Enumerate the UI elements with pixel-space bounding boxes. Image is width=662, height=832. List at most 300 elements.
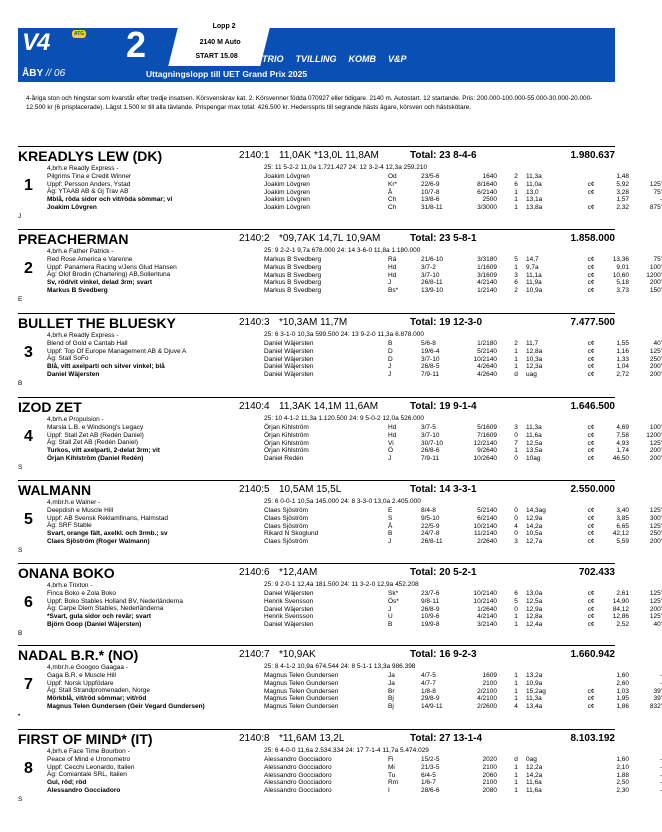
- start-cell: 125': [649, 180, 662, 188]
- start-number: 2: [24, 260, 33, 277]
- race-info-panel: [168, 20, 271, 66]
- start-cell: 1: [514, 263, 518, 271]
- start-cell: 6/4-5: [421, 771, 436, 779]
- start-cell: 1: [514, 196, 518, 204]
- start-cell: Bs*: [388, 287, 399, 295]
- start-position: 2140:5: [239, 484, 270, 495]
- start-cell: 28/6-6: [421, 787, 440, 795]
- info-line: Marsla L.B. e Windsong's Legacy: [47, 423, 144, 431]
- lopp-label: Lopp 2: [212, 23, 236, 30]
- start-cell: 13/8-6: [421, 196, 440, 204]
- season-stats: 25: 11 5-2-2 11,0a 1.721.427 24: 12 3-2-4 12,3a 259.210: [264, 164, 428, 171]
- start-cell: Mi: [388, 763, 395, 771]
- start-cell: c¢: [587, 621, 595, 629]
- start-cell: Ja: [388, 672, 395, 679]
- start-cell: 125': [649, 597, 662, 605]
- start-cell: 39': [653, 687, 662, 695]
- start-cell: 1,88: [616, 771, 629, 779]
- start-cell: 2/2100: [477, 687, 497, 695]
- season-stats: 25: 9 2-0-1 12,4a 181.500 24: 11 3-2-0 12,9a 452.208: [264, 581, 419, 588]
- info-line: Äg: Olof Brodin (Chartering) AB,Sollentuna: [47, 271, 171, 279]
- start-cell: 5,59: [616, 538, 629, 546]
- start-row: [264, 424, 662, 432]
- start-cell: 10,9a: [526, 287, 543, 295]
- earnings: 1.660.942: [570, 649, 615, 660]
- info-line: Mblå, röda sidor och vit/röda sömmar; vi: [47, 196, 173, 204]
- start-cell: J: [388, 279, 392, 287]
- start-cell: 42,12: [612, 530, 629, 538]
- start-cell: c¢: [587, 263, 595, 271]
- start-row: [264, 787, 662, 795]
- start-cell: 2,30: [616, 787, 629, 795]
- total-record: Total: 19 12-3-0: [410, 317, 483, 328]
- start-cell: 11,3a: [526, 695, 542, 703]
- start-cell: 200': [649, 279, 662, 287]
- start-cell: Bj: [388, 703, 394, 711]
- start-cell: 4/2140: [477, 613, 497, 621]
- start-cell: 13,4a: [526, 703, 543, 711]
- recent-starts: [264, 507, 662, 546]
- start-cell: 11,6a: [526, 787, 542, 795]
- start-cell: c¢: [587, 340, 595, 347]
- start-row: [264, 188, 662, 197]
- start-cell: Daniel Wäjersten: [264, 605, 314, 613]
- start-cell: 2: [514, 173, 518, 180]
- start-cell: 24/7-8: [421, 530, 440, 538]
- start-cell: 2,10: [616, 763, 629, 771]
- start-cell: 4/2640: [477, 371, 497, 379]
- start-cell: 5,92: [616, 180, 629, 188]
- start-cell: -: [659, 763, 662, 771]
- start-cell: 75': [653, 188, 662, 196]
- start-cell: 4/2140: [477, 279, 497, 287]
- start-cell: 13,1a: [526, 196, 543, 204]
- start-cell: 2: [514, 287, 518, 295]
- info-line: Äg: SRF Stable: [47, 522, 92, 530]
- race-title: Uttagningslopp till UET Grand Prix 2025: [146, 69, 308, 79]
- start-cell: 12/2140: [473, 439, 497, 447]
- start-cell: 46,50: [612, 455, 629, 463]
- horse-entry: [18, 229, 662, 309]
- start-cell: Ch: [388, 204, 397, 212]
- start-cell: 1,55: [616, 340, 629, 347]
- start-cell: 26/8-11: [421, 279, 443, 287]
- start-row: [264, 256, 662, 264]
- start-cell: 1,60: [616, 672, 629, 679]
- track-name: [22, 68, 65, 79]
- start-cell: 19/6-4: [421, 347, 440, 355]
- start-cell: 3: [514, 424, 518, 431]
- start-cell: 26/8-11: [421, 538, 443, 546]
- start-row: [264, 507, 662, 515]
- start-cell: -: [659, 679, 662, 687]
- records: *10,9AK: [279, 649, 316, 660]
- start-cell: 1/2140: [477, 287, 497, 295]
- start-cell: 13,0: [526, 188, 539, 196]
- start-cell: 1,04: [616, 363, 629, 371]
- records: *09,7AK 14,7L 10,9AM: [279, 233, 381, 244]
- shoe-code: J: [18, 213, 22, 220]
- start-cell: Ö: [388, 447, 394, 455]
- start-cell: 10,3a: [526, 355, 543, 363]
- start-cell: 1200': [646, 431, 662, 439]
- season-stats: 25: 6 0-0-1 10,5a 145.000 24: 8 3-3-0 13,0a 2.405.000: [264, 498, 421, 505]
- start-cell: Claes Sjöström: [264, 522, 309, 530]
- horse-entry: [18, 563, 662, 643]
- start-cell: Joakim Lövgren: [264, 173, 310, 180]
- start-cell: 1609: [482, 672, 497, 679]
- start-cell: 2100: [482, 779, 497, 787]
- start-cell: 30/7-10: [421, 439, 444, 447]
- start-position: 2140:8: [239, 733, 270, 744]
- info-line: 4,brh.e Father Patrick -: [47, 248, 114, 255]
- start-cell: 10,9a: [526, 679, 543, 687]
- records: 11,3AK 14,1M 11,6AM: [279, 401, 379, 412]
- bet-trio: TRIO: [262, 54, 284, 64]
- start-cell: 10/2140: [473, 355, 497, 363]
- shoe-code: S: [18, 547, 23, 554]
- start-cell: B: [388, 530, 393, 538]
- start-cell: 10/2140: [473, 597, 497, 605]
- start-cell: 1: [514, 771, 518, 779]
- info-line: Finca Boko e Zola Boko: [47, 589, 117, 597]
- start-number: 6: [24, 594, 33, 611]
- start-cell: 2500: [482, 196, 497, 204]
- start-cell: Hd: [388, 263, 397, 271]
- start-cell: Daniel Wäjersten: [264, 590, 314, 597]
- start-row: [264, 347, 662, 356]
- start-cell: c¢: [587, 355, 595, 363]
- start-row: [264, 431, 662, 440]
- start-cell: 9/2640: [477, 447, 497, 455]
- start-cell: 1,86: [616, 703, 629, 711]
- start-cell: Magnus Telen Gundersen: [264, 695, 339, 703]
- start-cell: Claes Sjöström: [264, 538, 309, 546]
- start-cell: Markus B Svedberg: [264, 256, 322, 263]
- start-cell: c¢: [587, 605, 595, 613]
- start-cell: 4: [514, 522, 518, 530]
- start-row: [264, 204, 662, 212]
- track-code: ÅBY: [22, 68, 43, 79]
- info-line: Claes Sjöström (Roger Walmann): [47, 537, 150, 545]
- earnings: 702.433: [578, 567, 615, 578]
- start-row: [264, 514, 662, 523]
- divider: [18, 146, 615, 147]
- start-cell: Hd: [388, 271, 397, 279]
- start-cell: Joakim Lövgren: [264, 188, 310, 196]
- start-row: [264, 279, 662, 287]
- total-record: Total: 27 13-1-4: [410, 733, 483, 744]
- start-cell: 10/9-6: [421, 613, 440, 621]
- horse-name: PREACHERMAN: [18, 231, 129, 247]
- info-line: 4,mbr.h.e Walner -: [47, 499, 101, 506]
- start-cell: 2/2640: [477, 538, 497, 546]
- start-cell: 10/2140: [473, 522, 497, 530]
- horse-name: ONANA BOKO: [18, 565, 115, 581]
- pedigree-info: [47, 416, 272, 463]
- info-line: Peace of Mind e Uronometro: [47, 755, 131, 763]
- start-cell: 8/1640: [477, 180, 497, 188]
- start-position: 2140:2: [239, 233, 270, 244]
- start-cell: Sk*: [388, 590, 399, 597]
- start-row: [264, 530, 662, 538]
- start-cell: 9,7a: [526, 263, 539, 271]
- start-cell: E: [388, 507, 393, 514]
- title-bar: [18, 66, 615, 82]
- start-cell: 3/3180: [477, 256, 497, 263]
- start-cell: 100': [649, 263, 662, 271]
- start-cell: c¢: [587, 522, 595, 530]
- start-cell: Alessandro Gocciadoro: [264, 763, 332, 771]
- start-cell: 1/2640: [477, 605, 497, 613]
- start-cell: 1: [514, 355, 518, 363]
- start-time: START 15.08: [195, 53, 238, 60]
- start-cell: -: [659, 196, 662, 204]
- start-row: [264, 687, 662, 696]
- start-cell: 200': [649, 447, 662, 455]
- start-cell: 13,8a: [526, 204, 543, 212]
- info-line: Daniel Wäjersten: [47, 370, 100, 378]
- start-cell: J: [388, 605, 392, 613]
- start-cell: 2020: [482, 756, 497, 763]
- start-cell: 5/2140: [477, 347, 497, 355]
- start-cell: 2,32: [616, 204, 629, 212]
- start-cell: 11/2140: [473, 530, 497, 538]
- start-cell: 4,93: [616, 439, 629, 447]
- info-line: Uppf: Norsk Uppfödare: [47, 679, 114, 687]
- start-cell: c¢: [587, 695, 595, 703]
- start-cell: 6: [514, 279, 518, 287]
- pedigree-info: [47, 582, 272, 629]
- start-number: 3: [24, 344, 33, 361]
- horse-entry: [18, 146, 662, 226]
- start-cell: 15/2-5: [421, 756, 440, 763]
- start-cell: 11,3a: [526, 424, 542, 431]
- shoe-code: B: [18, 630, 23, 637]
- start-cell: 9/5-10: [421, 514, 440, 522]
- info-line: 4,brh.e Face Time Bourbon -: [47, 748, 130, 755]
- start-cell: Henrik Svensson: [264, 597, 314, 605]
- info-line: Örjan Kihlström (Daniel Redén): [47, 454, 144, 462]
- start-position: 2140:3: [239, 317, 270, 328]
- info-line: 4,brh.e Trixton -: [47, 582, 93, 589]
- info-line: Magnus Telen Gundersen (Geir Vegard Gundersen): [47, 702, 205, 710]
- info-line: Äg: Stall SoFo: [47, 355, 89, 363]
- start-cell: uag: [526, 371, 537, 379]
- start-cell: Daniel Wäjersten: [264, 347, 314, 355]
- v4-logo: [18, 27, 88, 57]
- start-cell: 3/7-10: [421, 355, 440, 363]
- earnings: 1.980.637: [570, 150, 615, 161]
- horse-entry: [18, 397, 662, 477]
- start-cell: 3/1609: [477, 271, 497, 279]
- start-cell: Vi: [388, 439, 394, 447]
- start-cell: 6,65: [616, 522, 629, 530]
- start-cell: 0: [514, 530, 518, 538]
- start-cell: 26/8-9: [421, 605, 440, 613]
- start-cell: 10,60: [612, 271, 629, 279]
- start-cell: 19/9-8: [421, 621, 440, 629]
- start-cell: 1: [514, 695, 518, 703]
- start-cell: 1,74: [616, 447, 629, 455]
- info-line: Äg: Carpe Diem Stables, Nederländerna: [47, 605, 164, 613]
- start-cell: d: [514, 371, 518, 379]
- start-cell: U: [388, 613, 393, 621]
- start-cell: -: [659, 756, 662, 763]
- info-line: Uppf: Persson Anders, Ystad: [47, 180, 131, 188]
- horse-name: BULLET THE BLUESKY: [18, 315, 176, 331]
- start-cell: 125': [649, 507, 662, 514]
- records: *11,6AM 13,2L: [279, 733, 345, 744]
- start-cell: 1: [514, 447, 518, 455]
- start-cell: Rikard N Skoglund: [264, 530, 319, 538]
- start-cell: 3,85: [616, 514, 629, 522]
- start-cell: 14/9-11: [421, 703, 443, 711]
- start-cell: 2,52: [616, 621, 629, 629]
- start-cell: c¢: [587, 590, 595, 597]
- start-cell: c¢: [587, 687, 595, 695]
- start-cell: 3/7-10: [421, 431, 440, 439]
- start-cell: Magnus Telen Gundersen: [264, 687, 339, 695]
- start-cell: 22/6-9: [421, 180, 440, 188]
- info-line: Uppf: Boko Stables Holland BV, Nederländerna: [47, 597, 183, 605]
- start-cell: -: [659, 779, 662, 787]
- start-cell: 13/9-10: [421, 287, 444, 295]
- start-cell: 7/1609: [477, 431, 497, 439]
- start-cell: 11,6a: [526, 779, 542, 787]
- start-cell: 84,12: [612, 605, 629, 613]
- start-cell: 2100: [482, 763, 497, 771]
- start-cell: c¢: [587, 431, 595, 439]
- start-row: [264, 287, 662, 295]
- start-cell: D: [388, 355, 393, 363]
- start-cell: Rm: [388, 779, 399, 787]
- start-row: [264, 756, 662, 764]
- start-number: 1: [24, 177, 33, 194]
- start-cell: 2,61: [616, 590, 629, 597]
- info-line: Björn Goop (Daniel Wäjersten): [47, 620, 142, 628]
- info-line: Gaga B.R. e Muscle Hill: [47, 671, 116, 679]
- start-cell: 1,33: [616, 355, 629, 363]
- start-cell: Daniel Redén: [264, 455, 304, 463]
- start-cell: 125': [649, 347, 662, 355]
- pedigree-info: [47, 499, 272, 546]
- recent-starts: [264, 340, 662, 379]
- start-row: [264, 455, 662, 463]
- season-stats: 25: 6 3-1-0 10,3a 599.500 24: 13 9-2-0 11,3a 6.878.000: [264, 331, 424, 338]
- start-cell: 1,60: [616, 756, 629, 763]
- records: 10,5AM 15,5L: [279, 484, 342, 495]
- start-cell: 200': [649, 605, 662, 613]
- start-cell: 12,5a: [526, 597, 543, 605]
- start-cell: Markus B Svedberg: [264, 287, 322, 295]
- start-cell: Od: [388, 173, 397, 180]
- start-cell: 100': [649, 424, 662, 431]
- start-cell: 0ag: [526, 756, 537, 763]
- start-cell: 40': [653, 621, 662, 629]
- info-line: 4,mbr.h.e Googoo Gaagaa -: [47, 664, 128, 671]
- start-cell: 23/7-6: [421, 590, 440, 597]
- start-cell: 7/9-11: [421, 455, 439, 463]
- start-cell: 2,60: [616, 679, 629, 687]
- start-row: [264, 703, 662, 711]
- start-cell: 12,2a: [526, 763, 543, 771]
- start-cell: J: [388, 538, 392, 546]
- atg-badge: ATG: [74, 31, 85, 37]
- start-cell: 12,7a: [526, 538, 543, 546]
- earnings: 1.646.500: [570, 401, 615, 412]
- start-cell: 12,4a: [526, 621, 543, 629]
- start-cell: 26/8-5: [421, 363, 440, 371]
- start-row: [264, 355, 662, 364]
- start-cell: 1: [514, 347, 518, 355]
- horse-name: WALMANN: [18, 482, 92, 498]
- start-cell: c¢: [587, 538, 595, 546]
- start-cell: 0: [514, 455, 518, 463]
- shoe-code: S: [18, 464, 23, 471]
- brand-text: V4: [22, 29, 50, 56]
- start-cell: Örjan Kihlström: [264, 439, 309, 447]
- start-cell: Markus B Svedberg: [264, 271, 322, 279]
- start-number: 4: [24, 428, 33, 445]
- recent-starts: [264, 756, 662, 795]
- info-line: Äg: YTAAB AB & Gj Trav AB: [47, 188, 129, 196]
- start-cell: Br: [388, 687, 395, 695]
- start-cell: c¢: [587, 455, 595, 463]
- divider: [18, 645, 615, 646]
- start-cell: 14,2a: [526, 522, 543, 530]
- start-cell: Tu: [388, 771, 396, 779]
- info-line: Sv, röd/vit vinkel, delad 3rm; svart: [47, 279, 153, 287]
- start-cell: c¢: [587, 597, 595, 605]
- start-cell: 1: [514, 779, 518, 787]
- start-cell: c¢: [587, 287, 595, 295]
- start-row: [264, 672, 662, 680]
- start-cell: J: [388, 363, 392, 371]
- shoe-code: S: [18, 796, 23, 803]
- start-number: 7: [24, 676, 33, 693]
- start-cell: 1200': [646, 271, 662, 279]
- start-cell: -: [659, 787, 662, 795]
- start-cell: 4/7-5: [421, 672, 436, 679]
- start-cell: 1/2180: [477, 340, 497, 347]
- start-cell: J: [388, 455, 392, 463]
- start-cell: 2080: [482, 787, 497, 795]
- season-stats: 25: 6 4-0-0 11,6a 2.534.334 24: 17 7-1-4 11,7a 5.474.029: [264, 747, 429, 754]
- start-cell: Örjan Kihlström: [264, 447, 309, 455]
- start-cell: 0: [514, 605, 518, 613]
- pedigree-info: [47, 332, 272, 379]
- start-cell: c¢: [587, 279, 595, 287]
- start-cell: Daniel Wäjersten: [264, 371, 314, 379]
- start-cell: 14,2a: [526, 771, 543, 779]
- start-cell: 3/7-5: [421, 424, 436, 431]
- start-cell: 3,40: [616, 507, 629, 514]
- start-row: [264, 771, 662, 780]
- start-cell: 13,0a: [526, 590, 543, 597]
- start-cell: 2,50: [616, 779, 629, 787]
- start-cell: 1/8-8: [421, 687, 436, 695]
- start-row: [264, 180, 662, 189]
- start-cell: 1: [514, 679, 518, 687]
- start-cell: 4,69: [616, 424, 629, 431]
- recent-starts: [264, 173, 662, 212]
- start-cell: c¢: [587, 613, 595, 621]
- start-row: [264, 597, 662, 606]
- start-cell: 3/2140: [477, 621, 497, 629]
- start-cell: c¢: [587, 514, 595, 522]
- horse-entry: [18, 645, 662, 725]
